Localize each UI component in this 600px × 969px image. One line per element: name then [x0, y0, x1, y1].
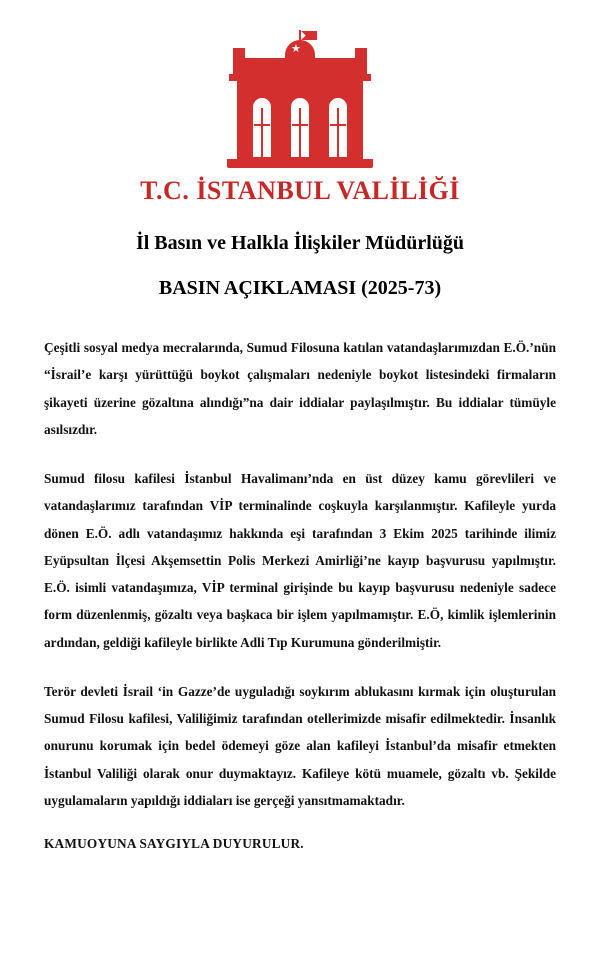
paragraph: Terör devleti İsrail ‘in Gazze’de uyguladığı soykırım ablukasını kırmak için oluşturulan Sumud Filosu kafilesi, Valiliğimiz tarafından otellerimizde misafir edilmektedir. İnsanlık onurunu korumak için bedel ödemeyi göze alan kafileyi İstanbul’da misafir etmekten İstanbul Valiliği olarak onur duymaktayız. Kafileye kötü muamele, gözaltı vb. Şekilde uygulamaların yapıldığı iddiaları ise gerçeği yansıtmamaktadır. — [44, 683, 556, 808]
document-body — [44, 334, 556, 852]
organization-title: T.C. İSTANBUL VALİLİĞİ — [140, 176, 460, 205]
department-heading: İl Basın ve Halkla İlişkiler Müdürlüğü — [135, 232, 465, 254]
paragraph: Sumud filosu kafilesi İstanbul Havalimanı’nda en üst düzey kamu görevlileri ve vatandaşlarımız tarafından VİP terminalinde coşkuyla karşılanmıştır. Kafileyle yurda dönen E.Ö. adlı vatandaşımız hakkında eşi tarafından 3 Ekim 2025 tarihinde ilimiz Eyüpsultan İlçesi Akşemsettin Polis Merkezi Amirliği’ne kayıp başvurusu yapılmıştır. E.Ö. isimli vatandaşımıza, VİP terminal girişinde bu kayıp başvurusu nedeniyle sadece form düzenlenmiş, gözaltı veya başkaca bir işlem yapılmamıştır. E.Ö, kimlik işlemlerinin ardından, geldiği kafileyle birlikte Adli Tıp Kurumuna gönderilmiştir. — [44, 471, 556, 650]
page-title: BASIN AÇIKLAMASI (2025-73) — [158, 277, 442, 299]
closing-statement: KAMUOYUNA SAYGIYLA DUYURULUR. — [44, 836, 304, 851]
paragraph: Çeşitli sosyal medya mecralarında, Sumud Filosuna katılan vatandaşlarımızdan E.Ö.’nün “İsrail’e karşı yürüttüğü boykot çalışmaları nedeniyle boykot listesindeki firmaların şikayeti üzerine gözaltına alındığı”na dair iddialar paylaşılmıştır. Bu iddialar tümüyle asılsızdır. — [44, 340, 556, 437]
letterhead — [44, 30, 556, 206]
governorship-building-icon: ★ — [225, 30, 375, 170]
